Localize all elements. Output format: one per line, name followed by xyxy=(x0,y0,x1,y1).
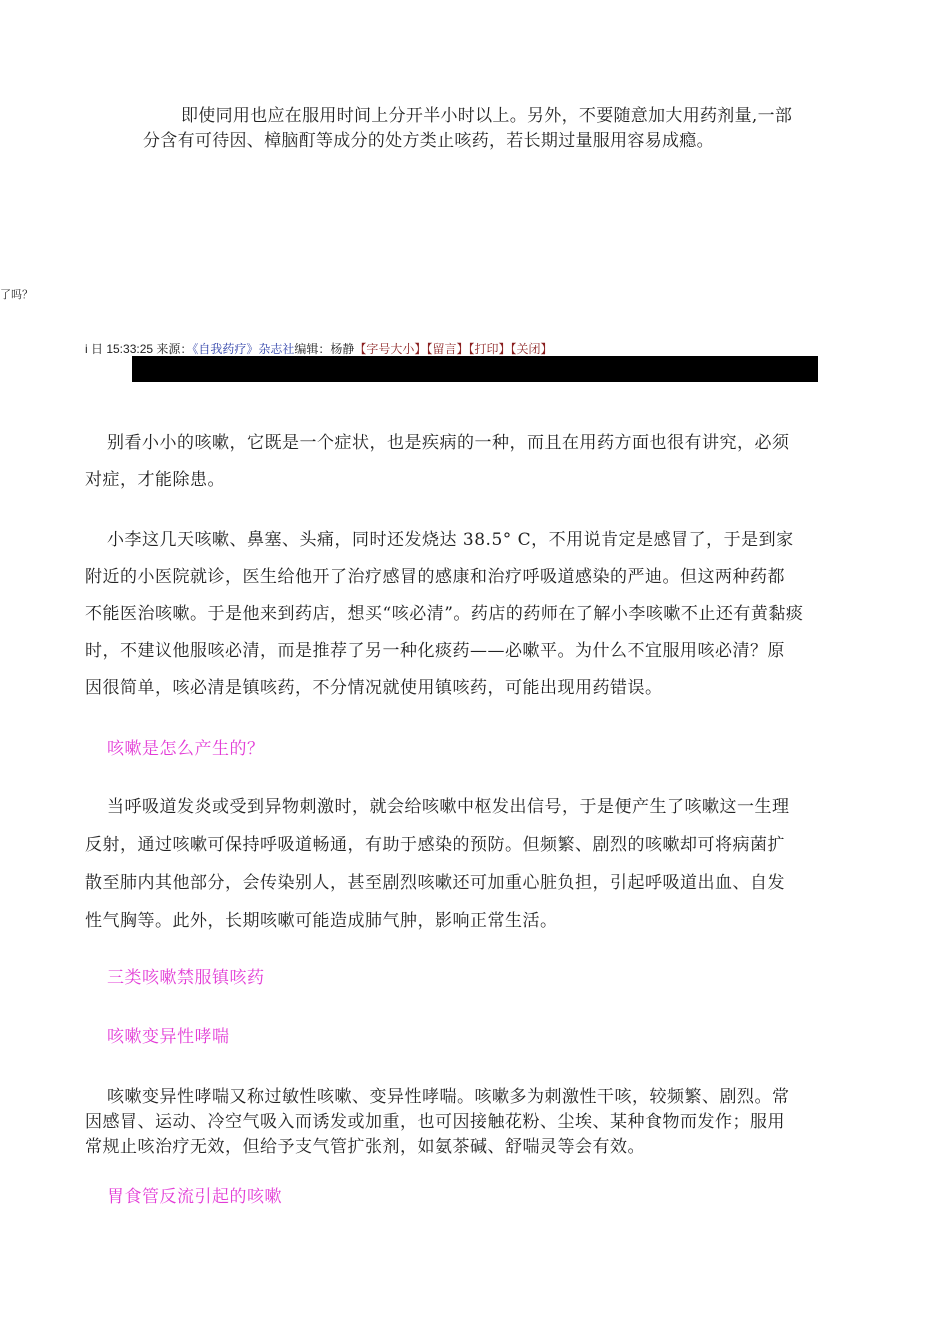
text-line: 不能医治咳嗽。于是他来到药店，想买“咳必清”。药店的药师在了解小李咳嗽不止还有黄黏痰 xyxy=(85,604,804,624)
comment-link[interactable]: 【留言】 xyxy=(426,342,469,356)
redaction-bar xyxy=(132,356,818,382)
editor-label: 编辑：杨静 xyxy=(294,342,355,356)
text-line: 附近的小医院就诊，医生给他开了治疗感冒的感康和治疗呼吸道感染的严迪。但这两种药都 xyxy=(85,567,785,587)
paragraph-cause xyxy=(85,788,865,940)
text-line: 因很简单，咳必清是镇咳药，不分情况就使用镇咳药，可能出现用药错误。 xyxy=(85,678,663,698)
text-line: 性气胸等。此外，长期咳嗽可能造成肺气肿，影响正常生活。 xyxy=(85,911,558,931)
article-meta xyxy=(85,341,552,357)
text-line: 当呼吸道发炎或受到异物刺激时，就会给咳嗽中枢发出信号，于是便产生了咳嗽这一生理 xyxy=(107,797,790,817)
paragraph-case xyxy=(85,522,865,707)
print-link[interactable]: 【打印】 xyxy=(468,342,511,356)
close-link[interactable]: 【关闭】 xyxy=(510,342,553,356)
text-line: 常规止咳治疗无效，但给予支气管扩张剂，如氨茶碱、舒喘灵等会有效。 xyxy=(85,1137,645,1157)
text-line: 别看小小的咳嗽，它既是一个症状，也是疾病的一种，而且在用药方面也很有讲究，必须 xyxy=(107,433,790,453)
text-line: 反射，通过咳嗽可保持呼吸道畅通，有助于感染的预防。但频繁、剧烈的咳嗽却可将病菌扩 xyxy=(85,835,785,855)
subsection-heading: 胃食管反流引起的咳嗽 xyxy=(107,1187,282,1207)
subsection-heading: 咳嗽变异性哮喘 xyxy=(107,1027,230,1047)
font-size-link[interactable]: 【字号大小】 xyxy=(354,342,427,356)
text-line: 散至肺内其他部分，会传染别人，甚至剧烈咳嗽还可加重心脏负担，引起呼吸道出血、自发 xyxy=(85,873,785,893)
section-heading: 咳嗽是怎么产生的？ xyxy=(107,739,265,759)
paragraph-asthma xyxy=(85,1085,865,1160)
text-line: 小李这几天咳嗽、鼻塞、头痛，同时还发烧达 38.5° C，不用说肯定是感冒了，于是到家 xyxy=(107,530,794,550)
text-line: 时，不建议他服咳必清，而是推荐了另一种化痰药——必嗽平。为什么不宜服用咳必清？原 xyxy=(85,641,785,661)
top-paragraph xyxy=(143,104,868,154)
text-line: 即使同用也应在服用时间上分开半小时以上。另外，不要随意加大用药剂量,一部 xyxy=(181,106,793,126)
section-heading: 三类咳嗽禁服镇咳药 xyxy=(107,968,265,988)
text-line: 分含有可待因、樟脑酊等成分的处方类止咳药，若长期过量服用容易成瘾。 xyxy=(143,131,714,151)
paragraph-intro xyxy=(85,425,865,499)
publish-time: i 日 15:33:25 来源： xyxy=(85,342,193,356)
text-line: 对症，才能除患。 xyxy=(85,470,225,490)
text-line: 咳嗽变异性哮喘又称过敏性咳嗽、变异性哮喘。咳嗽多为刺激性干咳，较频繁、剧烈。常 xyxy=(107,1087,790,1107)
source-link[interactable]: 《自我药疗》杂志社 xyxy=(192,342,295,356)
article-title-fragment: 了吗？ xyxy=(0,288,33,301)
text-line: 因感冒、运动、冷空气吸入而诱发或加重，也可因接触花粉、尘埃、某种食物而发作；服用 xyxy=(85,1112,785,1132)
